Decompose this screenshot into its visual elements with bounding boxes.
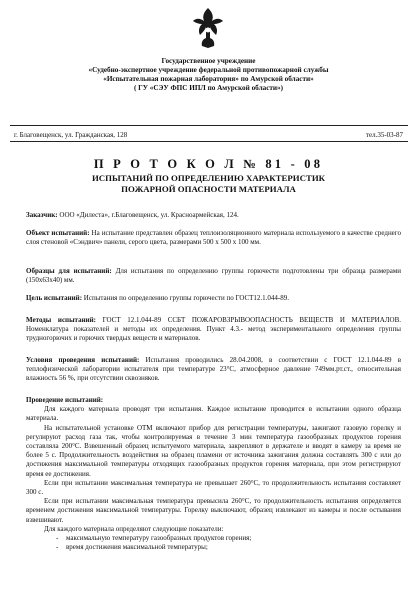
goal-label: Цель испытаний: <box>26 294 83 302</box>
org-phone: тел.35-03-87 <box>365 131 403 139</box>
org-header-line-1: Государственное учреждение <box>161 57 256 65</box>
methods-section <box>26 316 401 344</box>
procedure-paragraph-5: Для каждого материала определяют следующие показатели: <box>44 524 224 533</box>
object-section <box>26 229 401 247</box>
methods-text: ГОСТ 12.1.044-89 ССБТ ПОЖАРОВЗРЫВООПАСНОСТЬ ВЕЩЕСТВ И МАТЕРИАЛОВ. Номенклатура показателей и методы их определения. Пункт 4.3.- метод экспериментального определения группы трудногорючих и горючих твердых веществ и материалов. <box>26 316 401 343</box>
protocol-subtitle-1: ИСПЫТАНИЙ ПО ОПРЕДЕЛЕНИЮ ХАРАКТЕРИСТИК <box>91 173 326 183</box>
org-header-line-2: «Судебно-экспертное учреждение федеральной противопожарной службы <box>88 66 329 74</box>
samples-text: Для испытания по определению группы горючести подготовлены три образца размерами (150х63х40) мм. <box>26 267 402 285</box>
methods-label: Методы испытаний: <box>26 316 96 324</box>
procedure-paragraph-1: Для каждого материала проводят три испытания. Каждое испытание проводится в испытании одного образца материала. <box>26 405 401 423</box>
procedure-label: Проведение испытаний: <box>26 396 104 404</box>
procedure-section <box>26 396 401 552</box>
customer-text: ООО «Дилеста», г.Благовещенск, ул. Красноармейская, 124. <box>59 211 239 219</box>
procedure-bullet-1: - максимальную температуру газообразных продуктов горения; <box>26 534 401 543</box>
customer-section <box>26 211 401 220</box>
org-header-line-3: «Испытательная пожарная лаборатория» по Амурской области» <box>103 75 314 83</box>
goal-text: Испытания по определению группы горючести по ГОСТ12.1.044-89. <box>83 294 289 302</box>
address-divider <box>10 141 408 142</box>
goal-section <box>26 294 401 303</box>
conditions-text: Испытания проводились 28.04.2008, в соответствии с ГОСТ 12.1.044-89 в теплофизической лаборатории испытателя при температуре 23°С, атмосферное давление 749мм.рт.ст., относительная влажность 56 %, при отсутствии сквозняков. <box>26 356 401 383</box>
procedure-paragraph-2: На испытательной установке ОТМ включают прибор для регистрации температуры, зажигают газовую горелку и регулируют расход газа так, чтобы контролируемая в течение 3 мин температура газообразных продуктов горения составляла 200°С. Взвешенный образец испытуемого материала, закрепляют в держателе и вводят в камеру за время не более 5 с. Продолжительность воздействия на образец пламени от источника зажигания должна составлять 300 с или до достижения максимальной температуры отходящих газообразных продуктов горения материала, при этом регистрируют время ее достижения. <box>26 423 401 478</box>
samples-label: Образцы для испытаний: <box>26 267 112 275</box>
org-header-line-4: ( ГУ «СЭУ ФПС ИПЛ по Амурской области») <box>133 84 284 92</box>
procedure-bullet-2: - время достижения максимальной температуры; <box>26 543 401 552</box>
object-text: На испытание представлен образец теплоизоляционного материала используемого в качестве среднего слоя стеновой «Сэндвич» панели, серого цвета, размерами 500 x 500 x 100 мм. <box>26 229 401 247</box>
procedure-paragraph-4: Если при испытании максимальная температура превысила 260°С, то продолжительность испытания определяется временем достижения максимальной температуры. Горелку выключают, образец извлекают из камеры и после остывания взвешивают. <box>26 497 401 524</box>
procedure-paragraph-3: Если при испытании максимальная температура не превышает 260°С, то продолжительность испытания составляет 300 с. <box>26 478 401 497</box>
conditions-section <box>26 356 401 384</box>
object-label: Объект испытаний: <box>26 229 90 237</box>
coat-of-arms-emblem <box>190 6 226 50</box>
protocol-subtitle-2: ПОЖАРНОЙ ОПАСНОСТИ МАТЕРИАЛА <box>121 184 296 194</box>
org-address: г. Благовещенск, ул. Гражданская, 128 <box>14 131 128 139</box>
conditions-label: Условия проведения испытаний: <box>26 356 140 364</box>
protocol-title: П Р О Т О К О Л № 81 - 08 <box>93 157 324 171</box>
samples-section <box>26 267 401 285</box>
customer-label: Заказчик: <box>26 211 58 219</box>
header-divider <box>10 125 408 126</box>
